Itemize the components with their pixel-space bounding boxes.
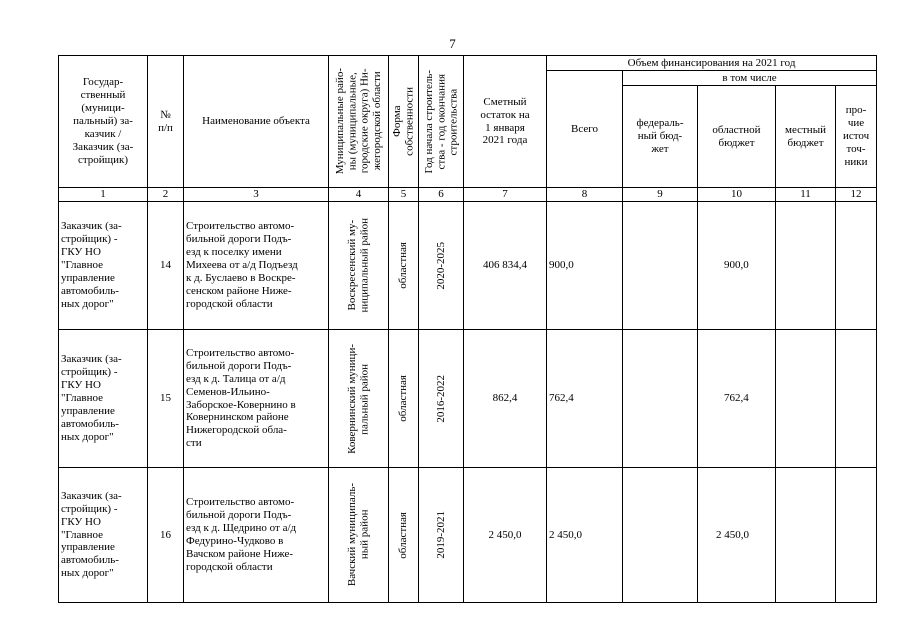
row-years: 2016-2022 (434, 374, 447, 423)
row-object: Строительство автомо- бильной дороги Подъ- езд к поселку имени Михеева от а/д Подъезд к д. Буслаево в Воскре- сенском районе Ниже- городской области (184, 202, 329, 330)
header-total: Всего (547, 71, 623, 188)
row-total: 900,0 (547, 202, 623, 330)
row-district-cell (329, 202, 389, 330)
column-number: 11 (776, 188, 836, 202)
header-ownership-text: Форма собственности (391, 87, 416, 156)
row-years-cell (419, 202, 464, 330)
row-years-cell (419, 468, 464, 603)
row-index: 16 (148, 468, 184, 603)
header-estimated-balance: Сметный остаток на 1 января 2021 года (464, 56, 547, 188)
row-other (836, 202, 877, 330)
row-district-cell (329, 468, 389, 603)
header-local: местный бюджет (776, 86, 836, 188)
row-federal (623, 330, 698, 468)
column-number: 9 (623, 188, 698, 202)
row-years-cell (419, 330, 464, 468)
column-number: 5 (389, 188, 419, 202)
column-number: 7 (464, 188, 547, 202)
row-index: 15 (148, 330, 184, 468)
row-local (776, 202, 836, 330)
row-balance: 406 834,4 (464, 202, 547, 330)
row-district: Вачский муниципаль- ный район (346, 483, 371, 587)
row-local (776, 330, 836, 468)
row-ownership-cell (389, 330, 419, 468)
column-number: 1 (59, 188, 148, 202)
table-row (59, 468, 877, 603)
table-row (59, 202, 877, 330)
row-regional: 2 450,0 (698, 468, 776, 603)
row-customer: Заказчик (за- стройщик) - ГКУ НО "Главное управление автомобиль- ных дорог" (59, 202, 148, 330)
row-other (836, 330, 877, 468)
row-district: Ковернинский муници- пальный район (346, 343, 371, 454)
header-years (419, 56, 464, 188)
row-district: Воскресенский му- ниципальный район (346, 218, 371, 313)
row-years: 2020-2025 (434, 241, 447, 290)
row-ownership: областная (397, 375, 410, 422)
row-ownership: областная (397, 511, 410, 559)
row-regional: 762,4 (698, 330, 776, 468)
row-customer: Заказчик (за- стройщик) - ГКУ НО "Главное управление автомобиль- ных дорог" (59, 330, 148, 468)
header-object-name: Наименование объекта (184, 56, 329, 188)
row-local (776, 468, 836, 603)
column-number: 3 (184, 188, 329, 202)
row-object: Строительство автомо- бильной дороги Подъ- езд к д. Талица от а/д Семенов-Ильино- Заборское-Ковернино в Ковернинском районе Нижегородской обла- сти (184, 330, 329, 468)
header-federal: федераль- ный бюд- жет (623, 86, 698, 188)
column-number: 12 (836, 188, 877, 202)
header-financing-2021: Объем финансирования на 2021 год (547, 56, 877, 71)
row-other (836, 468, 877, 603)
row-index: 14 (148, 202, 184, 330)
header-district-text: Муниципальные райо- ны (муниципальные, городские округа) Ни- жегородской области (333, 68, 383, 175)
header-customer: Государ- ственный (муници- пальный) за- казчик / Заказчик (за- стройщик) (59, 56, 148, 188)
header-including: в том числе (623, 71, 877, 86)
header-regional: областной бюджет (698, 86, 776, 188)
header-index: № п/п (148, 56, 184, 188)
header-district (329, 56, 389, 188)
column-number: 10 (698, 188, 776, 202)
row-ownership-cell (389, 468, 419, 603)
column-number: 8 (547, 188, 623, 202)
row-federal (623, 468, 698, 603)
column-number: 2 (148, 188, 184, 202)
column-number: 4 (329, 188, 389, 202)
header-years-text: Год начала строитель- ства - год окончания строительства (422, 69, 460, 174)
row-balance: 862,4 (464, 330, 547, 468)
row-district-cell (329, 330, 389, 468)
row-total: 762,4 (547, 330, 623, 468)
row-federal (623, 202, 698, 330)
row-total: 2 450,0 (547, 468, 623, 603)
row-ownership-cell (389, 202, 419, 330)
table-row (59, 330, 877, 468)
row-customer: Заказчик (за- стройщик) - ГКУ НО "Главное управление автомобиль- ных дорог" (59, 468, 148, 603)
page-number: 7 (449, 36, 456, 51)
row-balance: 2 450,0 (464, 468, 547, 603)
row-years: 2019-2021 (434, 511, 447, 559)
header-ownership (389, 56, 419, 188)
row-object: Строительство автомо- бильной дороги Подъ- езд к д. Щедрино от а/д Федурино-Чудково в Вачском районе Ниже- городской области (184, 468, 329, 603)
column-number: 6 (419, 188, 464, 202)
row-ownership: областная (397, 242, 410, 289)
header-other: про- чие источ точ- ники (836, 86, 877, 188)
row-regional: 900,0 (698, 202, 776, 330)
financing-table (58, 55, 877, 603)
column-number-row (59, 188, 877, 202)
